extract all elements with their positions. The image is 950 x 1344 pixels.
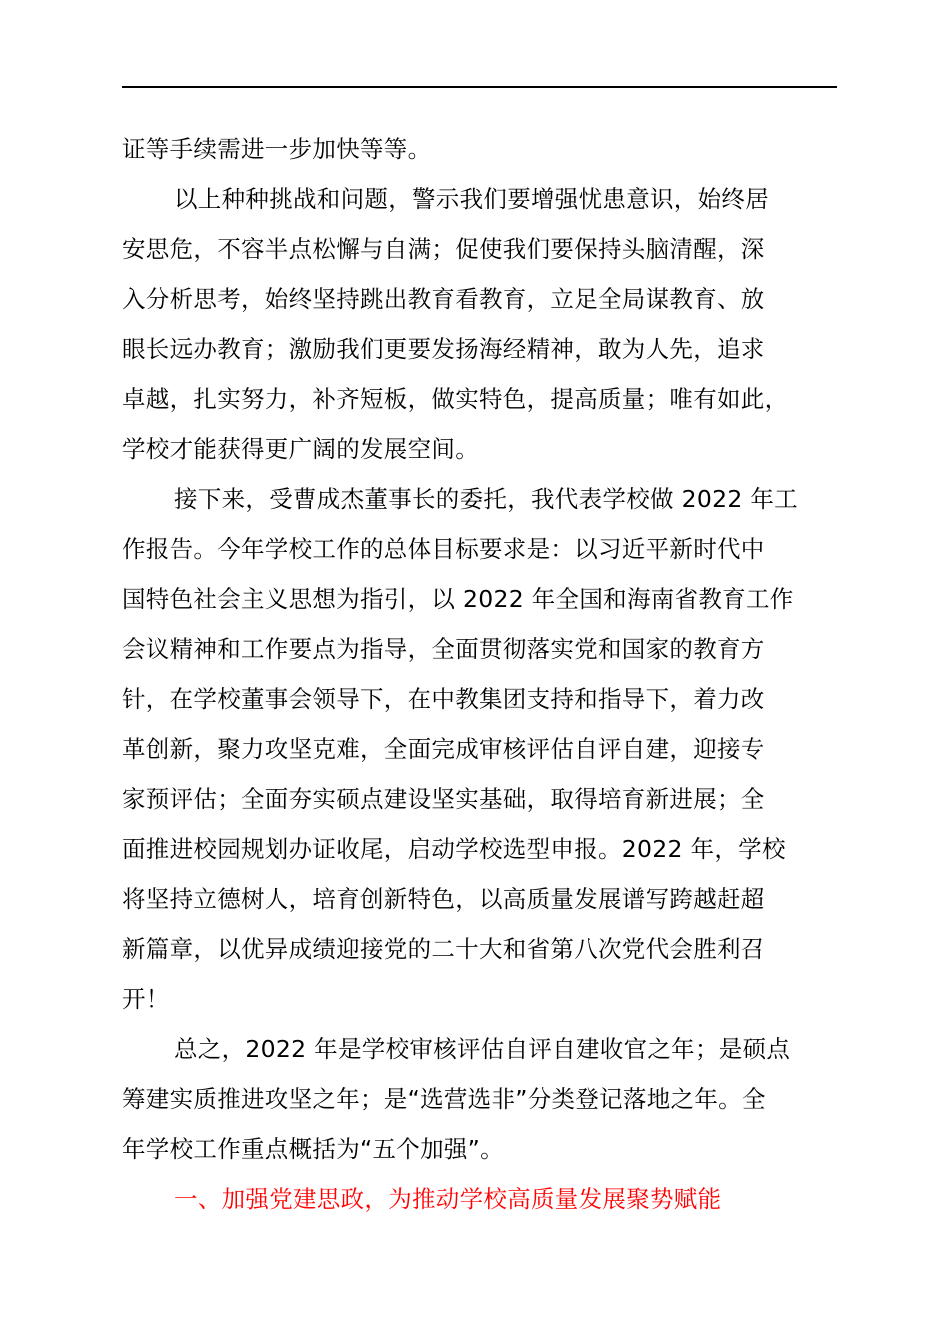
paragraph-line: 新篇章，以优异成绩迎接党的二十大和省第八次党代会胜利召 [122,935,765,963]
document-body [122,124,862,1224]
paragraph-line: 国特色社会主义思想为指引，以 2022 年全国和海南省教育工作 [122,585,794,613]
paragraph-line: 卓越，扎实努力，补齐短板，做实特色，提高质量；唯有如此， [122,385,789,413]
paragraph-line: 以上种种挑战和问题，警示我们要增强忧患意识，始终居 [174,185,769,213]
paragraph-line: 针，在学校董事会领导下，在中教集团支持和指导下，着力改 [122,685,765,713]
paragraph-line: 学校才能获得更广阔的发展空间。 [122,435,479,463]
section-heading: 一、加强党建思政，为推动学校高质量发展聚势赋能 [174,1185,722,1213]
paragraph-line: 会议精神和工作要点为指导，全面贯彻落实党和国家的教育方 [122,635,765,663]
paragraph-line: 革创新，聚力攻坚克难，全面完成审核评估自评自建，迎接专 [122,735,765,763]
paragraph-line: 将坚持立德树人，培育创新特色，以高质量发展谱写跨越赶超 [122,885,765,913]
header-rule [122,86,837,88]
paragraph-line: 开！ [122,985,170,1013]
paragraph-line: 眼长远办教育；激励我们更要发扬海经精神，敢为人先，追求 [122,335,765,363]
paragraph-line: 筹建实质推进攻坚之年；是“选营选非”分类登记落地之年。全 [122,1085,766,1113]
paragraph-line: 年学校工作重点概括为“五个加强”。 [122,1135,504,1163]
paragraph-line: 入分析思考，始终坚持跳出教育看教育，立足全局谋教育、放 [122,285,765,313]
paragraph-line: 总之，2022 年是学校审核评估自评自建收官之年；是硕点 [174,1035,791,1063]
paragraph-line: 接下来，受曹成杰董事长的委托，我代表学校做 2022 年工 [174,485,798,513]
paragraph-line: 作报告。今年学校工作的总体目标要求是：以习近平新时代中 [122,535,765,563]
paragraph-line: 面推进校园规划办证收尾，启动学校选型申报。2022 年，学校 [122,835,786,863]
paragraph-line: 家预评估；全面夯实硕点建设坚实基础，取得培育新进展；全 [122,785,765,813]
paragraph-line: 安思危，不容半点松懈与自满；促使我们要保持头脑清醒，深 [122,235,765,263]
paragraph-line: 证等手续需进一步加快等等。 [122,135,432,163]
